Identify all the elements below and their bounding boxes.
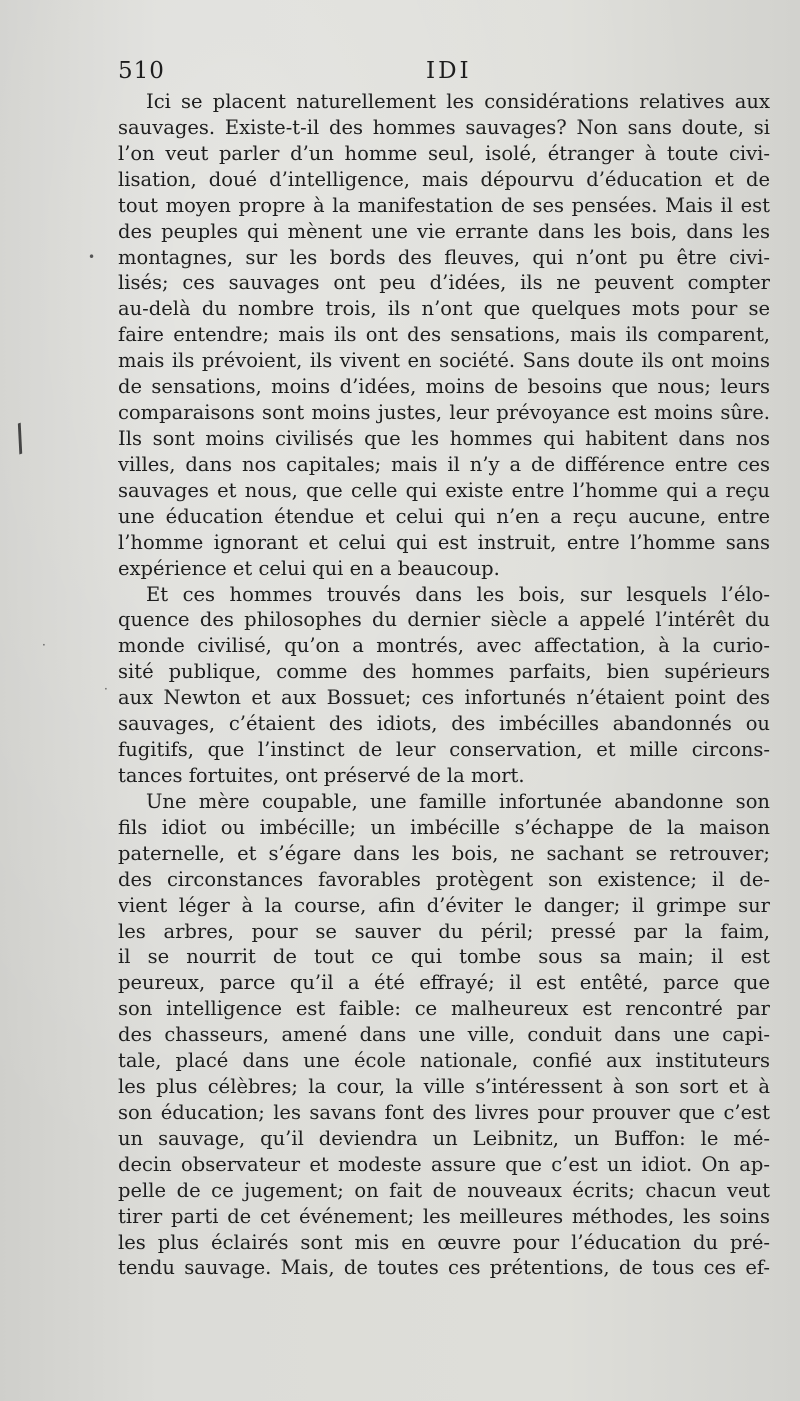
text-line: lisation, doué d’intelligence, mais dépourvu d’éducation et de xyxy=(118,167,770,191)
text-line: de sensations, moins d’idées, moins de besoins que nous; leurs xyxy=(118,375,770,399)
text-line: sité publique, comme des hommes parfaits, bien supérieurs xyxy=(118,660,770,684)
text-line: villes, dans nos capitales; mais il n’y a de différence entre ces xyxy=(118,452,770,476)
text-line: vient léger à la course, afin d’éviter le danger; il grimpe sur xyxy=(118,893,770,917)
margin-mark-dot: • xyxy=(88,250,96,264)
text-line: des circonstances favorables protègent son existence; il de- xyxy=(118,867,770,891)
text-line: lisés; ces sauvages ont peu d’idées, ils ne peuvent compter xyxy=(118,271,770,295)
text-line: des chasseurs, amené dans une ville, conduit dans une capi- xyxy=(118,1023,770,1047)
text-line: il se nourrit de tout ce qui tombe sous sa main; il est xyxy=(118,945,770,969)
text-line: quence des philosophes du dernier siècle a appelé l’intérêt du xyxy=(118,608,770,632)
text-line: l’on veut parler d’un homme seul, isolé, étranger à toute civi- xyxy=(118,141,770,165)
text-line: au-delà du nombre trois, ils n’ont que quelques mots pour se xyxy=(118,297,770,321)
text-line: aux Newton et aux Bossuet; ces infortunés n’étaient point des xyxy=(118,686,770,710)
margin-mark-slash: / xyxy=(7,417,33,460)
text-line: Une mère coupable, une famille infortunée abandonne son xyxy=(146,789,770,813)
text-line: les arbres, pour se sauver du péril; pressé par la faim, xyxy=(118,919,770,943)
text-line: tances fortuites, ont préservé de la mort. xyxy=(118,763,525,787)
text-line: monde civilisé, qu’on a montrés, avec affectation, à la curio- xyxy=(118,634,770,658)
text-line: une éducation étendue et celui qui n’en a reçu aucune, entre xyxy=(118,504,770,528)
page-number: 510 xyxy=(118,58,165,84)
text-line: les plus célèbres; la cour, la ville s’intéressent à son sort et à xyxy=(118,1075,770,1099)
text-line: tale, placé dans une école nationale, confié aux instituteurs xyxy=(118,1049,770,1073)
body-text xyxy=(118,89,770,1281)
text-line: expérience et celui qui en a beaucoup. xyxy=(118,556,500,580)
text-line: faire entendre; mais ils ont des sensations, mais ils comparent, xyxy=(118,323,770,347)
text-line: son intelligence est faible: ce malheureux est rencontré par xyxy=(118,997,770,1021)
text-line: comparaisons sont moins justes, leur prévoyance est moins sûre. xyxy=(118,401,770,425)
text-line: fils idiot ou imbécille; un imbécille s’échappe de la maison xyxy=(118,815,770,839)
text-line: pelle de ce jugement; on fait de nouveaux écrits; chacun veut xyxy=(118,1178,770,1202)
text-line: tirer parti de cet événement; les meilleures méthodes, les soins xyxy=(118,1204,770,1228)
text-line: peureux, parce qu’il a été effrayé; il est entêté, parce que xyxy=(118,971,770,995)
text-line: decin observateur et modeste assure que c’est un idiot. On ap- xyxy=(118,1152,770,1176)
text-line: sauvages, c’étaient des idiots, des imbécilles abandonnés ou xyxy=(118,712,770,736)
text-line: fugitifs, que l’instinct de leur conservation, et mille circons- xyxy=(118,738,770,762)
text-line: son éducation; les savans font des livres pour prouver que c’est xyxy=(118,1100,770,1124)
margin-mark-dot: · xyxy=(42,638,46,652)
text-line: tout moyen propre à la manifestation de ses pensées. Mais il est xyxy=(118,193,770,217)
text-line: Ils sont moins civilisés que les hommes qui habitent dans nos xyxy=(118,426,770,450)
text-line: l’homme ignorant et celui qui est instruit, entre l’homme sans xyxy=(118,530,770,554)
text-line: montagnes, sur les bords des fleuves, qui n’ont pu être civi- xyxy=(118,245,770,269)
text-line: Ici se placent naturellement les considérations relatives aux xyxy=(146,90,770,113)
text-line: sauvages. Existe-t-il des hommes sauvages? Non sans doute, si xyxy=(118,115,770,139)
text-line: tendu sauvage. Mais, de toutes ces prétentions, de tous ces ef- xyxy=(118,1256,770,1280)
text-line: les plus éclairés sont mis en œuvre pour l’éducation du pré- xyxy=(118,1230,770,1254)
running-head: IDI xyxy=(426,58,472,84)
text-line: paternelle, et s’égare dans les bois, ne sachant se retrouver; xyxy=(118,841,770,865)
text-line: sauvages et nous, que celle qui existe entre l’homme qui a reçu xyxy=(118,478,770,502)
text-line: un sauvage, qu’il deviendra un Leibnitz, un Buffon: le mé- xyxy=(118,1126,770,1150)
page-header xyxy=(118,58,780,88)
text-line: des peuples qui mènent une vie errante dans les bois, dans les xyxy=(118,219,770,243)
text-line: mais ils prévoient, ils vivent en société. Sans doute ils ont moins xyxy=(118,349,770,373)
text-line: Et ces hommes trouvés dans les bois, sur lesquels l’élo- xyxy=(146,582,770,606)
margin-mark-dot: · xyxy=(104,682,108,696)
